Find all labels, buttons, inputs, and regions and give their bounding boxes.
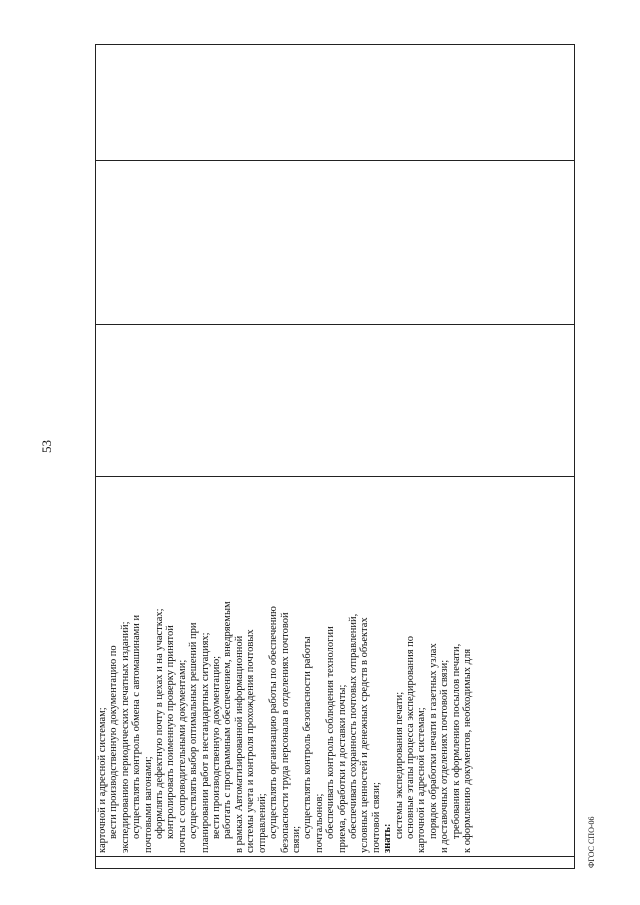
requirement-line: почты с сопроводительными документами; xyxy=(176,659,188,853)
requirement-line: карточной и адресной системам; xyxy=(97,707,108,853)
table-column-requirements xyxy=(96,476,574,856)
requirement-line: планировании работ в нестандартных ситуациях; xyxy=(199,632,211,853)
requirement-line: системы учета и контроля прохождения почтовых xyxy=(245,629,257,853)
requirement-line: контролировать поименную проверку принятой xyxy=(165,625,177,839)
footer-code: ФГОС СПО-06 xyxy=(587,816,596,868)
requirement-line: отправлений; xyxy=(256,793,268,853)
requirement-line: осуществлять контроль обмена с автомашинами и xyxy=(131,614,143,839)
requirement-line: обеспечивать контроль соблюдения технологии xyxy=(325,626,337,839)
requirement-line: условных ценностей и денежных средств в объектах xyxy=(359,617,371,853)
table-column-5 xyxy=(96,43,574,160)
requirement-line: экспедированию периодических печатных изданий; xyxy=(119,621,131,853)
requirement-line: к оформлению документов, необходимых для xyxy=(462,648,473,853)
requirement-line: и доставочных отделениях почтовой связи; xyxy=(439,659,451,853)
requirement-line: порядок обработки печати в газетных узлах xyxy=(427,643,439,839)
requirement-line: почтальонов; xyxy=(313,793,325,853)
table-column-3 xyxy=(96,324,574,476)
requirement-line: обеспечивать сохранность почтовых отправлений, xyxy=(347,613,359,839)
requirement-line: знать: xyxy=(382,823,394,853)
requirement-line: осуществлять организацию работы по обеспечению xyxy=(268,606,280,839)
requirement-line: осуществлять контроль безопасности работы xyxy=(302,636,314,839)
requirement-line: оформлять дефектную почту в цехах и на участках; xyxy=(154,608,166,839)
table-column-index xyxy=(96,856,574,868)
requirement-line: карточной и адресной системам; xyxy=(416,707,428,853)
requirement-line: вести производственную документацию; xyxy=(211,655,223,839)
requirement-line: вести производственную документацию по xyxy=(108,645,120,839)
requirement-line: приема, обработки и доставки почты; xyxy=(336,684,348,853)
requirement-line: почтовой связи; xyxy=(370,782,382,853)
requirement-line: требования к оформлению посылов печати, xyxy=(450,643,462,839)
requirement-line: работать с программным обеспечением, внедряемым xyxy=(222,601,234,839)
requirement-line: осуществлять выбор оптимальных решений при xyxy=(188,622,200,839)
requirement-line: системы экспедирования печати; xyxy=(393,691,405,839)
requirement-line: основные этапы процесса экспедирования по xyxy=(404,635,416,839)
table-column-4 xyxy=(96,160,574,324)
curriculum-table xyxy=(95,44,575,869)
requirement-line: почтовыми вагонами; xyxy=(142,756,154,853)
requirement-line: в рамках Автоматизированной информационной xyxy=(233,635,245,853)
page-number: 53 xyxy=(39,440,54,453)
requirement-line: связи; xyxy=(290,826,302,853)
requirement-line: безопасности труда персонала в отделениях почтовой xyxy=(279,612,291,853)
